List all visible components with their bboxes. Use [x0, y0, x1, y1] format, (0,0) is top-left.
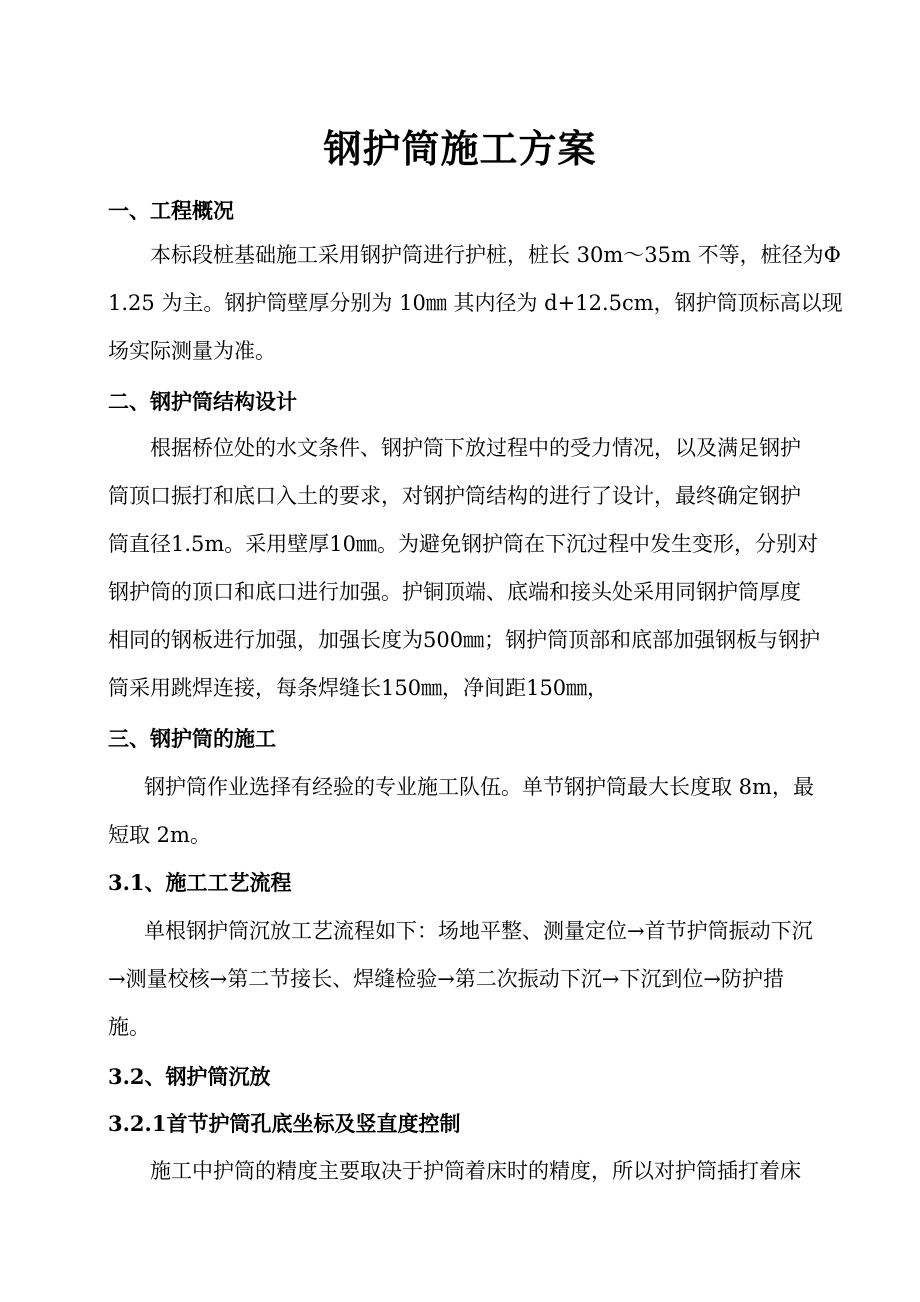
section-heading-overview: 一、工程概况	[108, 198, 234, 223]
section-heading-structure-design: 二、钢护筒结构设计	[108, 389, 297, 414]
paragraph-line: →测量校核→第二节接长、焊缝检验→第二次振动下沉→下沉到位→防护措	[108, 967, 784, 991]
section-heading-process-flow: 3.1、施工工艺流程	[108, 870, 292, 895]
section-paragraph-process-flow	[108, 907, 826, 1051]
paragraph-line: 筒直径1.5m。采用壁厚10㎜。为避免钢护筒在下沉过程中发生变形，分别对	[108, 532, 819, 556]
paragraph-line: 钢护筒的顶口和底口进行加强。护铜顶端、底端和接头处采用同钢护筒厚度	[108, 580, 801, 604]
paragraph-line: 1.25 为主。钢护筒壁厚分别为 10㎜ 其内径为 d+12.5cm，钢护筒顶标高以现	[108, 291, 843, 315]
section-heading-sinking: 3.2、钢护筒沉放	[108, 1064, 271, 1089]
section-paragraph-first-casing-control	[108, 1147, 826, 1195]
paragraph-line: 钢护筒作业选择有经验的专业施工队伍。单节钢护筒最大长度取 8m，最	[144, 775, 814, 799]
paragraph-line: 施工中护筒的精度主要取决于护筒着床时的精度，所以对护筒插打着床	[150, 1159, 801, 1183]
paragraph-line: 相同的钢板进行加强，加强长度为500㎜；钢护筒顶部和底部加强钢板与钢护	[108, 628, 821, 652]
section-heading-construction: 三、钢护筒的施工	[108, 726, 276, 751]
section-paragraph-structure-design	[108, 424, 826, 712]
section-paragraph-construction	[108, 763, 826, 859]
paragraph-line: 单根钢护筒沉放工艺流程如下：场地平整、测量定位→首节护筒振动下沉	[144, 919, 813, 943]
paragraph-line: 短取 2m。	[108, 823, 211, 847]
paragraph-line: 场实际测量为准。	[108, 339, 276, 363]
paragraph-line: 筒采用跳焊连接，每条焊缝长150㎜，净间距150㎜，	[108, 676, 609, 700]
paragraph-line: 本标段桩基础施工采用钢护筒进行护桩，桩长 30m～35m 不等，桩径为Φ	[150, 243, 841, 267]
paragraph-line: 根据桥位处的水文条件、钢护筒下放过程中的受力情况，以及满足钢护	[150, 436, 801, 460]
document-title: 钢护筒施工方案	[323, 126, 597, 171]
paragraph-line: 筒顶口振打和底口入土的要求，对钢护筒结构的进行了设计，最终确定钢护	[108, 484, 801, 508]
section-paragraph-overview	[108, 231, 843, 375]
section-heading-first-casing-control: 3.2.1首节护筒孔底坐标及竖直度控制	[108, 1111, 461, 1136]
paragraph-line: 施。	[108, 1015, 150, 1039]
